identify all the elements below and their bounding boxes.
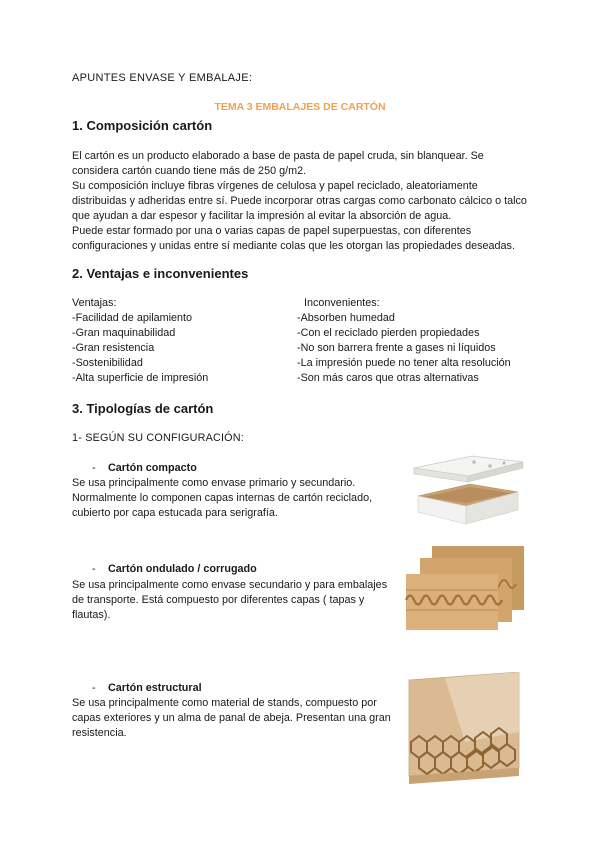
honeycomb-board-image bbox=[405, 672, 523, 792]
corrugated-cardboard-image bbox=[402, 544, 526, 632]
list-item: -Con el reciclado pierden propiedades bbox=[297, 327, 480, 339]
list-item: -Facilidad de apilamiento bbox=[72, 312, 193, 324]
paragraph: Su composición incluye fibras vírgenes de celulosa y papel reciclado, aleatoriamente distribuidas y adheridas entre sí. Puede incorporar otras cargas como carbonato cálcico o talco que ayudan a dar espesor y facilitar la impresión al evitar la absorción de agua. bbox=[72, 180, 527, 222]
disadvantages-title: Inconvenientes: bbox=[304, 297, 380, 309]
disadvantages-list bbox=[297, 296, 511, 386]
structural-board-title bbox=[92, 682, 202, 694]
bullet: - bbox=[92, 462, 96, 474]
section-1-body bbox=[72, 149, 532, 254]
list-item: -Sostenibilidad bbox=[72, 357, 143, 369]
paragraph: El cartón es un producto elaborado a base de pasta de papel cruda, sin blanquear. Se considera cartón cuando tiene más de 250 g/m2. bbox=[72, 150, 484, 177]
topic-title: TEMA 3 EMBALAJES DE CARTÓN bbox=[214, 101, 386, 113]
corrugated-board-title bbox=[92, 563, 257, 575]
list-item: -No son barrera frente a gases ni líquidos bbox=[297, 342, 496, 354]
configuration-subheading: 1- SEGÚN SU CONFIGURACIÓN: bbox=[72, 432, 244, 444]
item-title-text: Cartón compacto bbox=[108, 462, 197, 474]
list-item: -Gran maquinabilidad bbox=[72, 327, 176, 339]
section-2-heading: 2. Ventajas e inconvenientes bbox=[72, 266, 249, 281]
list-item: -Absorben humedad bbox=[297, 312, 395, 324]
advantages-list bbox=[72, 296, 208, 386]
bullet: - bbox=[92, 563, 96, 575]
list-item: -Gran resistencia bbox=[72, 342, 155, 354]
section-3-heading: 3. Tipologías de cartón bbox=[72, 401, 214, 416]
section-1-heading: 1. Composición cartón bbox=[72, 118, 213, 133]
bullet: - bbox=[92, 682, 96, 694]
advantages-title: Ventajas: bbox=[72, 297, 117, 309]
document-header: APUNTES ENVASE Y EMBALAJE: bbox=[72, 72, 253, 84]
list-item: -Alta superficie de impresión bbox=[72, 372, 209, 384]
compact-board-description: Se usa principalmente como envase primario y secundario. Normalmente lo componen capas internas de cartón reciclado, cubierto por capa estucada para serigrafía. bbox=[72, 477, 373, 519]
paragraph: Puede estar formado por una o varias capas de papel superpuestas, con diferentes configuraciones y unidas entre sí mediante colas que les otorgan las propiedades deseadas. bbox=[72, 225, 515, 252]
structural-board-description: Se usa principalmente como material de stands, compuesto por capas exteriores y un alma de panal de abeja. Presentan una gran resistencia. bbox=[72, 697, 391, 739]
list-item: -La impresión puede no tener alta resolución bbox=[297, 357, 511, 369]
compact-box-image bbox=[410, 452, 525, 527]
item-title-text: Cartón estructural bbox=[108, 682, 202, 694]
compact-board-title bbox=[92, 462, 197, 474]
corrugated-board-description: Se usa principalmente como envase secundario y para embalajes de transporte. Está compuesto por diferentes capas ( tapas y flautas). bbox=[72, 579, 388, 621]
item-title-text: Cartón ondulado / corrugado bbox=[108, 563, 257, 575]
list-item: -Son más caros que otras alternativas bbox=[297, 372, 479, 384]
